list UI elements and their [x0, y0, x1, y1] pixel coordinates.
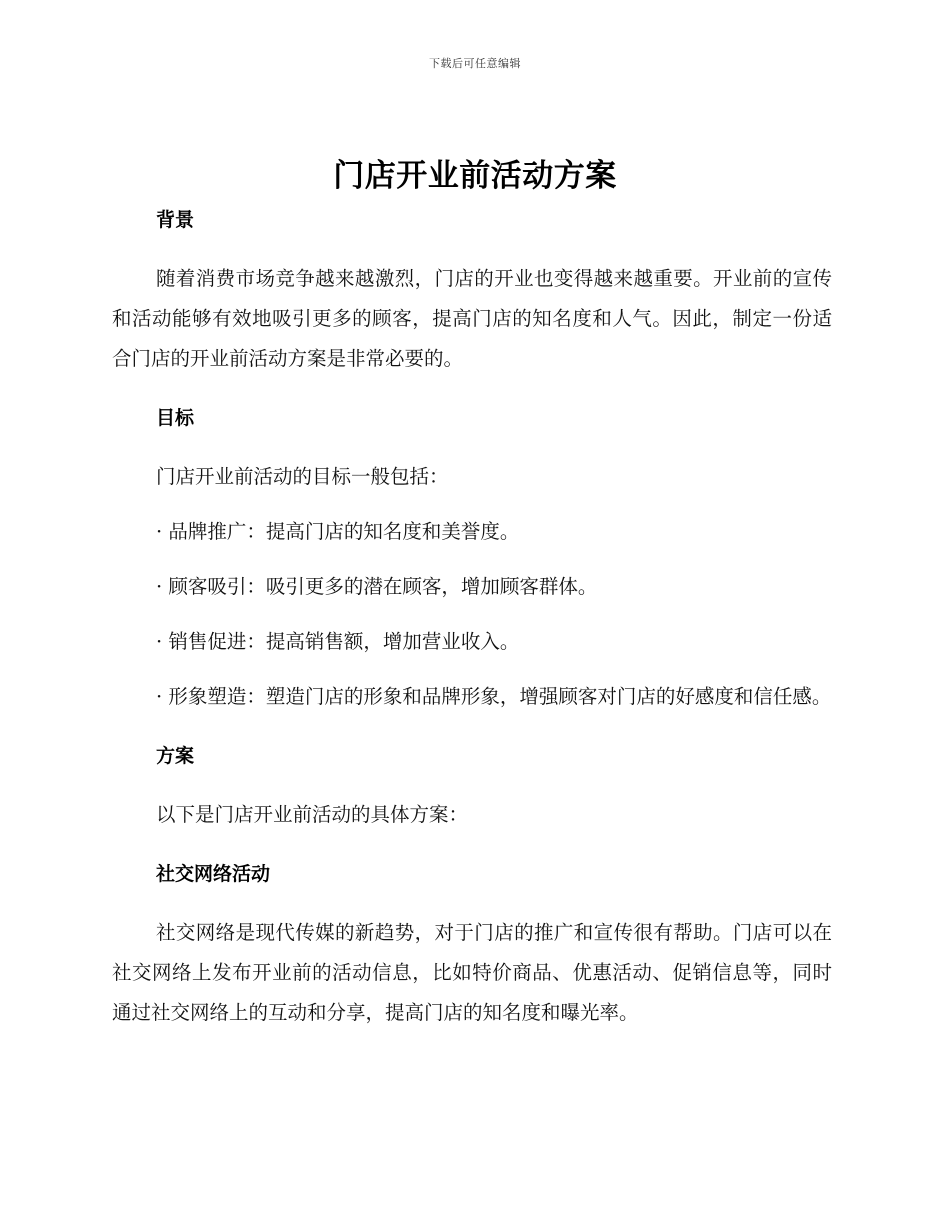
plan-intro: 以下是门店开业前活动的具体方案： [156, 803, 469, 826]
section-heading-goals: 目标 [156, 407, 195, 429]
social-paragraph: 社交网络是现代传媒的新趋势，对于门店的推广和宣传很有帮助。门店可以在社交网络上发布开业前的活动信息，比如特价商品、优惠活动、促销信息等，同时通过社交网络上的互动和分享，提高门店的知名度和曝光率。 [112, 921, 832, 1024]
goal-item: · 顾客吸引：吸引更多的潜在顾客，增加顾客群体。 [156, 575, 598, 598]
section-heading-plan: 方案 [156, 745, 195, 767]
section-heading-background: 背景 [156, 209, 195, 231]
goal-item: · 形象塑造：塑造门店的形象和品牌形象，增强顾客对门店的好感度和信任感。 [156, 685, 832, 708]
background-paragraph: 随着消费市场竞争越来越激烈，门店的开业也变得越来越重要。开业前的宣传和活动能够有效地吸引更多的顾客，提高门店的知名度和人气。因此，制定一份适合门店的开业前活动方案是非常必要的。 [112, 267, 832, 370]
goal-item: · 销售促进：提高销售额，增加营业收入。 [156, 630, 520, 653]
document-body [112, 204, 832, 1033]
page-title: 门店开业前活动方案 [333, 158, 617, 194]
section-heading-social: 社交网络活动 [156, 863, 271, 885]
header-note: 下载后可任意编辑 [429, 57, 521, 70]
goals-intro: 门店开业前活动的目标一般包括： [156, 465, 449, 488]
goal-item: · 品牌推广：提高门店的知名度和美誉度。 [156, 520, 520, 543]
